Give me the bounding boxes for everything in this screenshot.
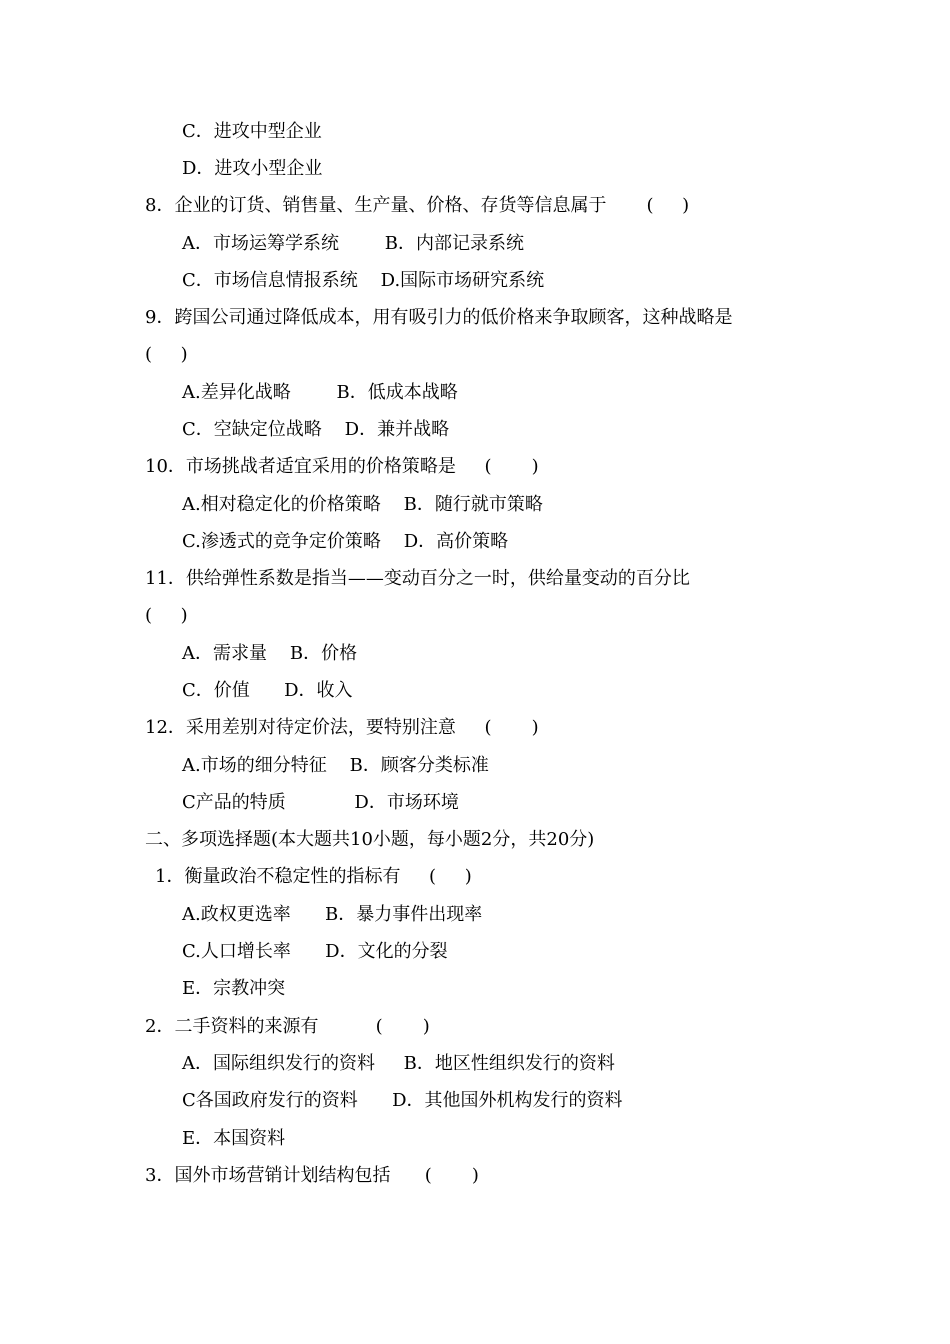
question-11: 11．供给弹性系数是指当——变动百分之一时，供给量变动的百分比 <box>145 568 690 589</box>
mc-question-1-options-ab: A.政权更选率 B．暴力事件出现率 <box>182 904 483 925</box>
mc-question-1-options-cd: C.人口增长率 D．文化的分裂 <box>182 941 448 962</box>
question-12-options-ab: A.市场的细分特征 B．顾客分类标准 <box>182 755 489 776</box>
mc-question-1-option-e: E．宗教冲突 <box>182 978 286 999</box>
question-11-options-ab: A．需求量 B．价格 <box>182 643 358 664</box>
option-d-small-enterprise: D．进攻小型企业 <box>182 158 323 179</box>
mc-question-2-options-cd: C各国政府发行的资料 D．其他国外机构发行的资料 <box>182 1090 623 1111</box>
question-9-options-cd: C．空缺定位战略 D．兼并战略 <box>182 419 450 440</box>
question-11-blank: ( ) <box>145 605 188 626</box>
question-9: 9．跨国公司通过降低成本，用有吸引力的低价格来争取顾客，这种战略是 <box>145 307 733 328</box>
question-10: 10．市场挑战者适宜采用的价格策略是 ( ) <box>145 456 539 477</box>
question-9-options-ab: A.差异化战略 B．低成本战略 <box>182 382 458 403</box>
question-9-blank: ( ) <box>145 344 188 365</box>
question-8-options-ab: A．市场运筹学系统 B．内部记录系统 <box>182 233 524 254</box>
mc-question-3: 3．国外市场营销计划结构包括 ( ) <box>145 1165 479 1186</box>
mc-question-2-options-ab: A．国际组织发行的资料 B．地区性组织发行的资料 <box>182 1053 615 1074</box>
mc-question-2: 2．二手资料的来源有 ( ) <box>145 1016 430 1037</box>
section-heading-multiple-choice: 二、多项选择题(本大题共10小题，每小题2分，共20分) <box>145 829 595 850</box>
question-12: 12．采用差别对待定价法，要特别注意 ( ) <box>145 717 539 738</box>
option-c-medium-enterprise: C．进攻中型企业 <box>182 121 322 142</box>
mc-question-2-option-e: E．本国资料 <box>182 1128 286 1149</box>
question-10-options-cd: C.渗透式的竞争定价策略 D．高价策略 <box>182 531 509 552</box>
question-8: 8．企业的订货、销售量、生产量、价格、存货等信息属于 ( ) <box>145 195 690 216</box>
question-8-options-cd: C．市场信息情报系统 D.国际市场研究系统 <box>182 270 545 291</box>
question-11-options-cd: C．价值 D．收入 <box>182 680 353 701</box>
question-12-options-cd: C产品的特质 D．市场环境 <box>182 792 459 813</box>
mc-question-1: 1．衡量政治不稳定性的指标有 ( ) <box>155 866 472 887</box>
question-10-options-ab: A.相对稳定化的价格策略 B．随行就市策略 <box>182 494 543 515</box>
